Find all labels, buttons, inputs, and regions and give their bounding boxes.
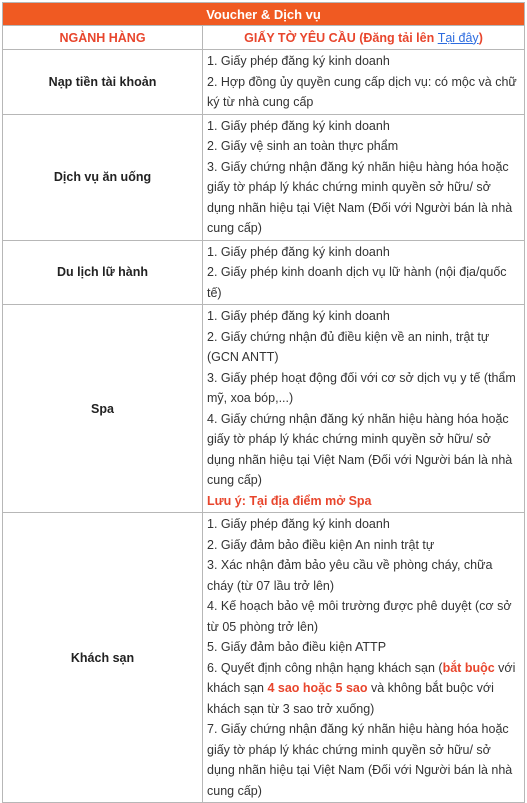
doc-item: 3. Giấy chứng nhận đăng ký nhãn hiệu hàng hóa hoặc giấy tờ pháp lý khác chứng minh quyền sở hữu/ sở dụng nhãn hiệu tại Việt Nam (Đối với Người bán là nhà cung cấp) xyxy=(207,159,513,235)
doc-item: 2. Giấy phép kinh doanh dịch vụ lữ hành (nội địa/quốc tế) xyxy=(207,265,507,300)
doc-item: 1. Giấy phép đăng ký kinh doanh xyxy=(207,54,390,68)
doc-item: 2. Giấy đảm bảo điều kiện An ninh trật tự xyxy=(207,537,435,552)
upload-here-link[interactable]: Tại đây xyxy=(437,30,479,45)
doc-item: 7. Giấy chứng nhận đăng ký nhãn hiệu hàng hóa hoặc giấy tờ pháp lý khác chứng minh quyền sở hữu/ sở dụng nhãn hiệu tại Việt Nam (Đối với Người bán là nhà cung cấp) xyxy=(207,722,513,798)
doc-item: 1. Giấy phép đăng ký kinh doanh xyxy=(207,309,390,323)
category-food-service: Dịch vụ ăn uống xyxy=(3,114,203,240)
doc-item: 3. Xác nhận đảm bảo yêu cầu về phòng cháy, chữa cháy (từ 07 lầu trở lên) xyxy=(207,558,493,593)
category-spa: Spa xyxy=(3,305,203,513)
docs-spa xyxy=(203,305,525,513)
category-travel: Du lịch lữ hành xyxy=(3,240,203,305)
item6-mandatory: bắt buộc xyxy=(442,660,495,675)
doc-item: 5. Giấy đảm bảo điều kiện ATTP xyxy=(207,640,387,654)
item6-text-c: với khách sạn xyxy=(207,660,516,695)
header-docs-suffix: ) xyxy=(478,30,483,45)
voucher-requirements-table xyxy=(2,2,525,803)
header-docs-prefix: GIẤY TỜ YÊU CẦU (Đăng tải lên xyxy=(244,30,438,45)
item6-star-level: 4 sao hoặc 5 sao xyxy=(267,681,368,695)
doc-item: 2. Giấy chứng nhận đủ điều kiện về an ninh, trật tự (GCN ANTT) xyxy=(207,329,490,364)
doc-item: 1. Giấy phép đăng ký kinh doanh xyxy=(207,244,390,259)
doc-item: 1. Giấy phép đăng ký kinh doanh xyxy=(207,118,390,133)
table-header-row xyxy=(3,26,525,50)
table-title: Voucher & Dịch vụ xyxy=(3,3,525,26)
doc-item: 2. Giấy vệ sinh an toàn thực phẩm xyxy=(207,139,399,153)
docs-hotel xyxy=(203,513,525,803)
table-row xyxy=(3,240,525,305)
doc-item: 3. Giấy phép hoạt động đối với cơ sở dịch vụ y tế (thẩm mỹ, xoa bóp,...) xyxy=(207,370,516,405)
table-row xyxy=(3,50,525,115)
doc-item: 4. Kế hoạch bảo vệ môi trường được phê duyệt (cơ sở từ 05 phòng trở lên) xyxy=(207,599,512,634)
category-topup: Nạp tiền tài khoản xyxy=(3,50,203,115)
docs-topup xyxy=(203,50,525,115)
table-row xyxy=(3,305,525,513)
table-row xyxy=(3,513,525,803)
item6-text-e: và không bắt buộc với khách sạn từ 3 sao trở xuống) xyxy=(207,681,494,716)
voucher-requirements-table-wrapper xyxy=(2,2,524,803)
doc-item: 4. Giấy chứng nhận đăng ký nhãn hiệu hàng hóa hoặc giấy tờ pháp lý khác chứng minh quyền sở hữu/ sở dụng nhãn hiệu tại Việt Nam (Đối với Người bán là nhà cung cấp) xyxy=(207,411,513,487)
docs-food-service xyxy=(203,114,525,240)
table-title-row xyxy=(3,3,525,26)
doc-item: 1. Giấy phép đăng ký kinh doanh xyxy=(207,517,390,531)
spa-note: Lưu ý: Tại địa điểm mở Spa xyxy=(207,493,372,508)
docs-travel xyxy=(203,240,525,305)
doc-item: 2. Hợp đồng ủy quyền cung cấp dịch vụ: có mộc và chữ ký từ nhà cung cấp xyxy=(207,74,517,109)
header-category: NGÀNH HÀNG xyxy=(3,26,203,50)
category-hotel: Khách sạn xyxy=(3,513,203,803)
table-row xyxy=(3,114,525,240)
header-required-docs xyxy=(203,26,525,50)
doc-item-hotel-rating xyxy=(207,658,520,720)
item6-text-a: 6. Quyết định công nhận hạng khách sạn ( xyxy=(207,660,443,675)
